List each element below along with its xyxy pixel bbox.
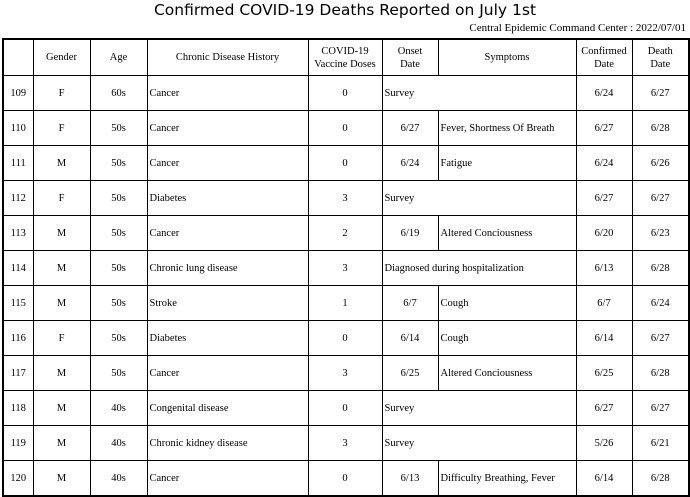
symptoms-cell: Cough — [438, 321, 576, 356]
age-cell: 50s — [90, 111, 147, 146]
onset-symptoms-note: Survey — [382, 181, 576, 216]
confirmed-date-cell: 6/13 — [576, 251, 632, 286]
death-date-cell: 6/27 — [632, 181, 689, 216]
confirmed-date-cell: 6/14 — [576, 461, 632, 497]
onset-date-cell: 6/7 — [382, 286, 438, 321]
gender-cell: F — [33, 111, 90, 146]
death-date-cell: 6/24 — [632, 286, 689, 321]
header-onset — [382, 39, 438, 76]
table-row — [3, 111, 689, 146]
death-date-cell: 6/21 — [632, 426, 689, 461]
age-cell: 50s — [90, 146, 147, 181]
gender-cell: F — [33, 321, 90, 356]
symptoms-cell: Difficulty Breathing, Fever — [438, 461, 576, 497]
table-row — [3, 391, 689, 426]
source-note: Central Epidemic Command Center : 2022/07/01 — [469, 22, 686, 34]
confirmed-date-cell: 6/27 — [576, 391, 632, 426]
table-row — [3, 461, 689, 497]
header-onset-line1: Onset — [397, 45, 423, 57]
onset-symptoms-note: Diagnosed during hospitalization — [382, 251, 576, 286]
page-title: Confirmed COVID-19 Deaths Reported on July 1st — [153, 1, 537, 19]
age-cell: 50s — [90, 216, 147, 251]
confirmed-date-cell: 5/26 — [576, 426, 632, 461]
case-number: 116 — [3, 321, 33, 356]
gender-cell: F — [33, 181, 90, 216]
onset-date-cell: 6/25 — [382, 356, 438, 391]
chronic-disease-cell: Cancer — [147, 76, 308, 111]
chronic-disease-cell: Cancer — [147, 111, 308, 146]
onset-symptoms-note: Survey — [382, 76, 576, 111]
chronic-disease-cell: Stroke — [147, 286, 308, 321]
onset-symptoms-note: Survey — [382, 426, 576, 461]
age-cell: 60s — [90, 76, 147, 111]
table-row — [3, 181, 689, 216]
vaccine-doses-cell: 0 — [308, 391, 382, 426]
confirmed-date-cell: 6/27 — [576, 111, 632, 146]
header-chronic: Chronic Disease History — [147, 39, 308, 76]
confirmed-date-cell: 6/24 — [576, 76, 632, 111]
chronic-disease-cell: Cancer — [147, 216, 308, 251]
chronic-disease-cell: Diabetes — [147, 181, 308, 216]
death-date-cell: 6/27 — [632, 321, 689, 356]
case-number: 109 — [3, 76, 33, 111]
gender-cell: F — [33, 76, 90, 111]
chronic-disease-cell: Cancer — [147, 146, 308, 181]
age-cell: 40s — [90, 426, 147, 461]
vaccine-doses-cell: 0 — [308, 461, 382, 497]
case-number: 115 — [3, 286, 33, 321]
death-date-cell: 6/27 — [632, 391, 689, 426]
header-death-line2: Date — [650, 58, 671, 70]
table-row — [3, 356, 689, 391]
vaccine-doses-cell: 0 — [308, 146, 382, 181]
header-confirmed-line2: Date — [594, 58, 614, 70]
chronic-disease-cell: Congenital disease — [147, 391, 308, 426]
death-date-cell: 6/27 — [632, 76, 689, 111]
gender-cell: M — [33, 251, 90, 286]
onset-date-cell: 6/19 — [382, 216, 438, 251]
death-date-cell: 6/23 — [632, 216, 689, 251]
chronic-disease-cell: Cancer — [147, 356, 308, 391]
chronic-disease-cell: Diabetes — [147, 321, 308, 356]
onset-date-cell: 6/24 — [382, 146, 438, 181]
table-row — [3, 76, 689, 111]
death-date-cell: 6/28 — [632, 251, 689, 286]
case-number: 118 — [3, 391, 33, 426]
header-gender: Gender — [33, 39, 90, 76]
header-vaccine-line1: COVID-19 — [321, 45, 369, 57]
gender-cell: M — [33, 356, 90, 391]
case-number: 117 — [3, 356, 33, 391]
gender-cell: M — [33, 146, 90, 181]
symptoms-cell: Fatigue — [438, 146, 576, 181]
symptoms-cell: Altered Conciousness — [438, 216, 576, 251]
death-date-cell: 6/28 — [632, 356, 689, 391]
onset-date-cell: 6/27 — [382, 111, 438, 146]
case-number: 113 — [3, 216, 33, 251]
header-no — [3, 39, 33, 76]
case-number: 119 — [3, 426, 33, 461]
confirmed-date-cell: 6/7 — [576, 286, 632, 321]
age-cell: 50s — [90, 286, 147, 321]
vaccine-doses-cell: 2 — [308, 216, 382, 251]
header-confirmed-line1: Confirmed — [581, 45, 627, 57]
table-row — [3, 251, 689, 286]
symptoms-cell: Altered Conciousness — [438, 356, 576, 391]
confirmed-date-cell: 6/14 — [576, 321, 632, 356]
table-row — [3, 216, 689, 251]
confirmed-date-cell: 6/27 — [576, 181, 632, 216]
header-death-line1: Death — [647, 45, 673, 57]
death-date-cell: 6/28 — [632, 461, 689, 497]
gender-cell: M — [33, 461, 90, 497]
case-number: 111 — [3, 146, 33, 181]
symptoms-cell: Fever, Shortness Of Breath — [438, 111, 576, 146]
vaccine-doses-cell: 0 — [308, 111, 382, 146]
age-cell: 50s — [90, 181, 147, 216]
confirmed-date-cell: 6/24 — [576, 146, 632, 181]
header-onset-line2: Date — [400, 58, 420, 70]
vaccine-doses-cell: 0 — [308, 76, 382, 111]
case-number: 110 — [3, 111, 33, 146]
confirmed-date-cell: 6/25 — [576, 356, 632, 391]
chronic-disease-cell: Cancer — [147, 461, 308, 497]
death-date-cell: 6/26 — [632, 146, 689, 181]
symptoms-cell: Cough — [438, 286, 576, 321]
case-number: 112 — [3, 181, 33, 216]
table-row — [3, 286, 689, 321]
header-symptoms: Symptoms — [438, 39, 576, 76]
vaccine-doses-cell: 3 — [308, 251, 382, 286]
table-row — [3, 426, 689, 461]
vaccine-doses-cell: 0 — [308, 321, 382, 356]
header-vaccine — [308, 39, 382, 76]
gender-cell: M — [33, 286, 90, 321]
onset-symptoms-note: Survey — [382, 391, 576, 426]
gender-cell: M — [33, 391, 90, 426]
age-cell: 50s — [90, 321, 147, 356]
table-row — [3, 146, 689, 181]
case-number: 114 — [3, 251, 33, 286]
header-death — [632, 39, 689, 76]
death-date-cell: 6/28 — [632, 111, 689, 146]
chronic-disease-cell: Chronic kidney disease — [147, 426, 308, 461]
header-vaccine-line2: Vaccine Doses — [314, 58, 376, 70]
vaccine-doses-cell: 3 — [308, 181, 382, 216]
vaccine-doses-cell: 3 — [308, 426, 382, 461]
age-cell: 40s — [90, 461, 147, 497]
header-confirmed — [576, 39, 632, 76]
onset-date-cell: 6/14 — [382, 321, 438, 356]
vaccine-doses-cell: 3 — [308, 356, 382, 391]
age-cell: 50s — [90, 251, 147, 286]
gender-cell: M — [33, 216, 90, 251]
confirmed-date-cell: 6/20 — [576, 216, 632, 251]
gender-cell: M — [33, 426, 90, 461]
header-row — [3, 39, 689, 76]
chronic-disease-cell: Chronic lung disease — [147, 251, 308, 286]
header-age: Age — [90, 39, 147, 76]
age-cell: 40s — [90, 391, 147, 426]
deaths-table — [2, 38, 690, 497]
age-cell: 50s — [90, 356, 147, 391]
case-number: 120 — [3, 461, 33, 497]
vaccine-doses-cell: 1 — [308, 286, 382, 321]
onset-date-cell: 6/13 — [382, 461, 438, 497]
table-row — [3, 321, 689, 356]
